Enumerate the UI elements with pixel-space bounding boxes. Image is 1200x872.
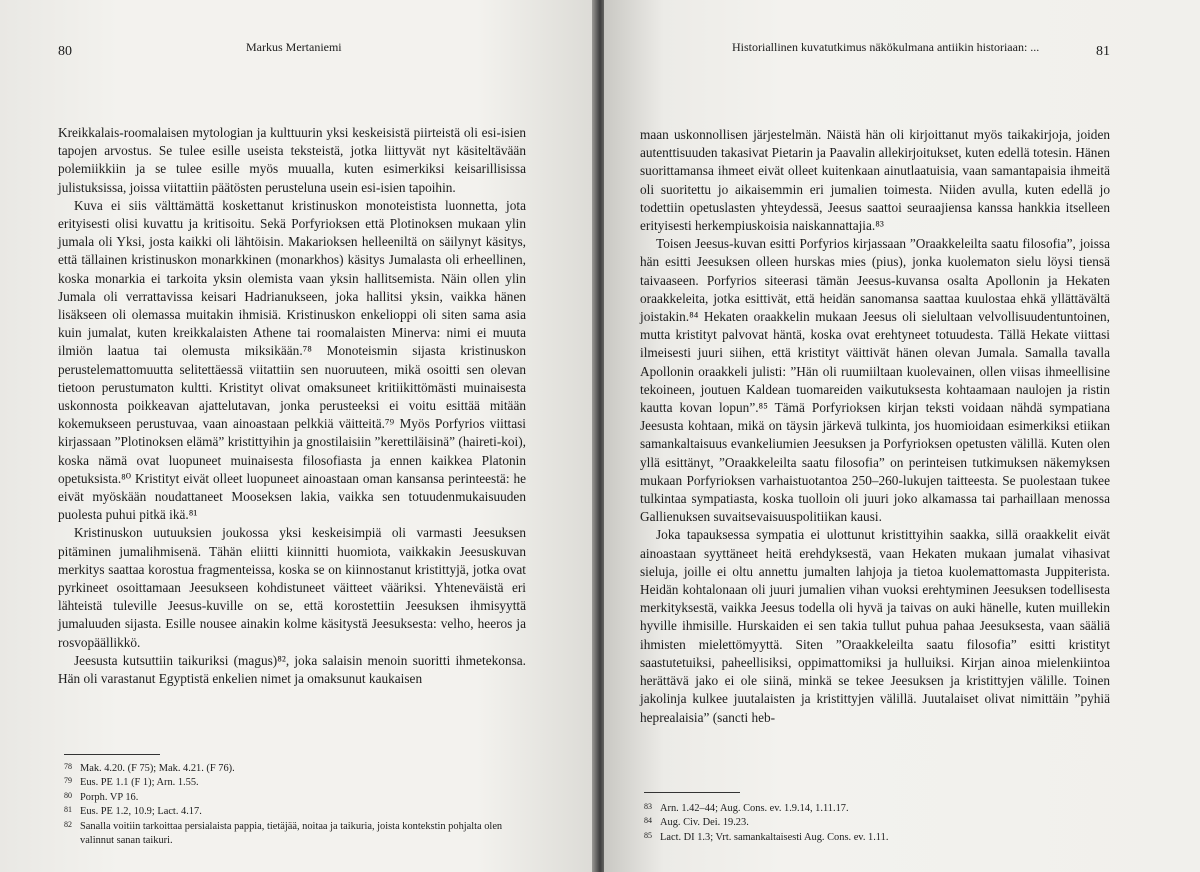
paragraph: Toisen Jeesus-kuvan esitti Porfyrios kirjassaan ”Oraakkeleilta saatu filosofia”, joissa hän esitti Jeesuksen olleen hurskas mies (pius), jonka kuolematon sielu löysi tiensä taivaaseen. Porfyrios siteerasi tämän Jeesus-kuvansa osalta Apollonin ja Hekaten oraakkeleita, jotka esittivät, että heidän sanomansa saattaa kuulostaa ehkä yllättävältä joistakin.⁸⁴ Hekaten oraakkelin mukaan Jeesus oli sielultaan velvollisuudentuntoinen, mutta kristityt palvovat häntä, koska ovat erehtyneet totuudesta. Tällä Hekate viittasi ilmeisesti juuri siihen, että kristityt väittivät hänen olevan Jumala. Samalla tavalla Apollonin oraakkeli julisti: ”Hän oli ruumiiltaan kuolevainen, ollen viisas ihmeellisine tekoineen, joutuen Kaldean tuomareiden vaikutuksesta kohtaamaan naulojen ja ristin kautta kovan lopun”.⁸⁵ Tämä Porfyrioksen kirjan teksti voidaan nähdä sympatiana Jeesusta kohtaan, mikä on täysin järkevä tulkinta, jos huomioidaan esimerkiksi etiikan samankaltaisuus evankeliumien Jeesuksen ja Porfyrioksen opetusten välillä. Kuten olen yllä esittänyt, ”Oraakkeleilta saatu filosofia” on perinteisen tutkimuksen näkemyksen mukaan Porfyrioksen varhaistuotantoa 250–260-lukujen taitteesta. Se puolestaan tukee tulkintaa sympatiasta, koska tuolloin oli juuri joko alkamassa tai parhaillaan menossa Gallienuksen suvaitsevaisuuspolitiikan kausi. [640, 236, 1110, 525]
footnote [644, 831, 1114, 845]
footnote-rule [64, 754, 160, 755]
footnote-number: 85 [644, 830, 652, 840]
footnote-number: 80 [64, 790, 72, 800]
body-text [58, 124, 526, 688]
footnote [644, 802, 1114, 816]
footnote-number: 83 [644, 802, 652, 811]
paragraph: Kuva ei siis välttämättä koskettanut kristinuskon monoteistista luonnetta, jota erityisesti olisi kuvattu ja kritisoitu. Sekä Porfyrioksen että Plotinoksen mukaan ylin jumala oli Yksi, josta kaikki oli lähtöisin. Makarioksen helleeniltä on säilynyt käsitys, että tällainen kristinuskon monarkkinen (monarkhos) käsitys Jumalasta oli erheellinen, koska monarkia ei tarkoita yksin olemista vaan yksin hallitsemista. Näin ollen ylin Jumala oli verrattavissa keisari Hadrianukseen, joka hallitsi yksin, vaikka hänen lisäkseen oli olemassa muitakin ihmisiä. Kristinuskon enkelioppi oli siten sama asia kuin jumalat, kuten kreikkalaisten Athene tai roomalaisten Minerva: nimi ei muuta ilmiön laatua tai olemusta miksikään.⁷⁸ Monoteismin sijasta kristinuskon perustelemattomuutta selitettäessä viitattiin sen nuoruuteen, mikä osoitti sen olevan tietoon perustumaton kultti. Kristityt olivat omaksuneet kritiikittömästi muinaisesta uskonnosta poikkeavan ajattelutavan, jonka perusteeksi ei voitu esittää mitään kokemukseen perustuvaa, vaan ainoastaan pelkkiä väitteitä.⁷⁹ Myös Porfyrios viittasi kirjassaan ”Plotinoksen elämä” kristittyihin ja gnostilaisiin ”kerettiläisinä” (haireti-koi), koska nämä ovat luopuneet muinaisesta filosofiasta ja ennen kaikkea Platonin opetuksista.⁸⁰ Kristityt eivät olleet luopuneet ainoastaan oman kansansa perinteestä: he eivät myöskään noudattaneet Mooseksen lakia, vaikka sen totuudenmukaisuuden puolesta puhui pitkä ikä.⁸¹ [58, 197, 526, 523]
left-page [0, 0, 596, 872]
footnote [64, 820, 528, 849]
footnote-text: Eus. PE 1.1 (F 1); Arn. 1.55. [80, 777, 199, 789]
footnotes [64, 762, 528, 848]
footnote-text: Aug. Civ. Dei. 19.23. [660, 817, 749, 829]
footnote [64, 805, 528, 819]
footnote [64, 791, 528, 805]
footnote-number: 82 [64, 819, 72, 829]
footnote-text: Eus. PE 1.2, 10.9; Lact. 4.17. [80, 806, 202, 818]
footnote-text: Porph. VP 16. [80, 791, 139, 803]
page-number: 81 [1096, 44, 1110, 59]
running-head: Markus Mertaniemi [246, 40, 342, 54]
footnote-number: 84 [644, 816, 652, 826]
paragraph: Kreikkalais-roomalaisen mytologian ja kulttuurin yksi keskeisistä piirteistä oli esi-isien tapojen arvostus. Se tulee esille useista teksteistä, jotka liittyvät nyt käsiteltävään polemiikkiin ja se tulee esille myös muualla, kuten esimerkiksi keisarillisissa julistuksissa, joissa viitattiin päätösten perusteluna usein esi-isien tapoihin. [58, 125, 526, 195]
paragraph: Kristinuskon uutuuksien joukossa yksi keskeisimpiä oli varmasti Jeesuksen pitäminen jumalihmisenä. Tähän eliitti kiinnitti huomiota, vaikkakin Jeesuskuvan merkitys saattaa korostua fragmenteissa, koska se on kiinnostanut kristittyjä, jotka ovat pyrkineet osoittamaan Jeesukseen kohdistuneet väitteet vääriksi. Yhteneväistä eri lähteistä tuleville Jeesus-kuville on se, että korostettiin Jeesuksen ihmisyyttä jumaluuden sijasta. Esille nousee ainakin kolme käsitystä Jeesuksesta: velho, heeros ja rosvopäällikkö. [58, 525, 526, 650]
paragraph: maan uskonnollisen järjestelmän. Näistä hän oli kirjoittanut myös taikakirjoja, joiden autenttisuuden takasivat Pietarin ja Paavalin allekirjoitukset, kuten edellä totesin. Hänen suorittamansa ihmeet eivät olleet kuitenkaan ainutlaatuisia, vaan samantapaisia ihmeitä oli suoritettu jo aikaisemmin eri jumalien toimesta. Niiden avulla, kuten edellä jo todettiin opetuslasten yhteydessä, Jeesus saattoi seuraajiensa kanssa hankkia itselleen erityisesti herkempiuskoisia naiskannattajia.⁸³ [640, 127, 1110, 234]
body-text [640, 126, 1110, 727]
running-head: Historiallinen kuvatutkimus näkökulmana antiikin historiaan: ... [732, 40, 1040, 54]
footnote-rule [644, 792, 740, 793]
footnotes [644, 802, 1114, 845]
footnote-text: Mak. 4.20. (F 75); Mak. 4.21. (F 76). [80, 763, 235, 774]
footnote [64, 776, 528, 790]
paragraph: Jeesusta kutsuttiin taikuriksi (magus)⁸², joka salaisin menoin suoritti ihmetekonsa. Hän oli varastanut Egyptistä enkelien nimet ja omaksunut kaukaisen [58, 652, 526, 687]
footnote-text: Arn. 1.42–44; Aug. Cons. ev. 1.9.14, 1.11.17. [660, 803, 849, 814]
footnote-number: 81 [64, 805, 72, 815]
footnote-number: 78 [64, 762, 72, 771]
footnote [64, 762, 528, 776]
footnote-number: 79 [64, 776, 72, 786]
footnote [644, 816, 1114, 830]
paragraph: Joka tapauksessa sympatia ei ulottunut kristittyihin saakka, sillä oraakkelit eivät ainoastaan syyttäneet heitä erehdyksestä, vaan Hekaten mukaan jumalat vihasivat sieluja, joille ei oltu annettu jumalten lahjoja ja tietoa kuolemattomasta Juppiterista. Heidän kohtalonaan oli juuri jumalien vihan vuoksi erehtyminen Jeesuksen todellisesta merkityksestä, vaikka Jeesus todella oli hyvä ja taivas on auki hänelle, kuten muillekin hyville ihmisille. Hurskaiden ei sen takia tullut puhua pahaa Jeesuksesta, vaan sääliä ihmisten mielettömyyttä. Siten ”Oraakkeleilta saatu filosofia” esitti kristityt saastutetuiksi, paheellisiksi, oppimattomiksi ja hulluiksi. Kirjan ainoa mielenkiintoa herättävä jako ei ole siinä, minkä se tekee Jeesuksen ja kristittyjen välille. Toinen jakolinja kulkee juutalaisten ja kristittyjen välillä. Juutalaiset olivat nimittäin ”pyhiä heprealaisia” (sancti heb- [640, 527, 1110, 725]
page-number: 80 [58, 44, 72, 59]
right-page [604, 0, 1200, 872]
footnote-text: Lact. DI 1.3; Vrt. samankaltaisesti Aug. Cons. ev. 1.11. [660, 831, 889, 843]
footnote-text: Sanalla voitiin tarkoittaa persialaista pappia, tietäjää, noitaa ja taikuria, joista kontekstin pohjalta olen valinnut sanan taikuri. [80, 820, 503, 847]
